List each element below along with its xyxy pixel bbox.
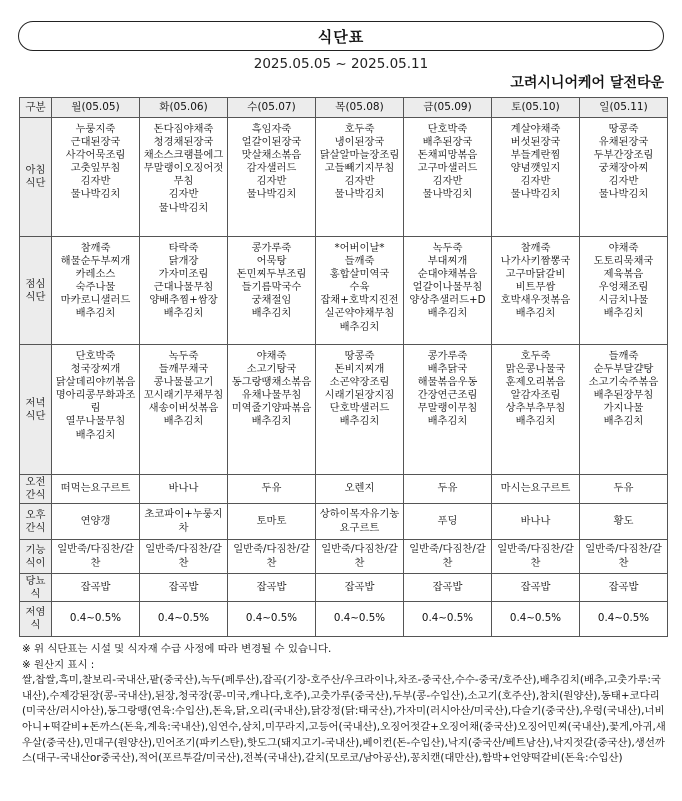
menu-table — [19, 97, 668, 637]
menu-item: 타락죽 — [168, 242, 199, 254]
menu-item: 물나박김치 — [158, 201, 209, 214]
menu-item: 얼갈이나물무침 — [412, 281, 483, 294]
row-label-text: 식단 — [25, 177, 46, 189]
breakfast-row — [20, 118, 668, 237]
menu-item: 돈민찌두부조림 — [236, 268, 307, 281]
menu-item: 초코파이+누룽지차 — [144, 508, 223, 534]
menu-item: 물나박김치 — [246, 188, 297, 201]
menu-cell — [228, 345, 316, 475]
menu-item: 땅콩죽 — [344, 350, 375, 362]
menu-item: 배추김치 — [75, 428, 116, 441]
menu-item: 잡곡밥 — [608, 580, 639, 593]
menu-item: 맛살채소볶음 — [241, 149, 302, 162]
menu-item: 배추김치 — [339, 415, 380, 428]
menu-item: 동그랑땡채소볶음 — [231, 376, 312, 389]
menu-cell — [52, 237, 140, 345]
dinner-row — [20, 345, 668, 475]
menu-cell — [140, 504, 228, 540]
low-salt-diet-row — [20, 602, 668, 637]
menu-item: 궁채장아찌 — [598, 162, 649, 175]
menu-item: 두유 — [613, 482, 634, 495]
corner-label: 구분 — [20, 98, 52, 118]
menu-cell — [404, 504, 492, 540]
row-label-text: 식이 — [25, 556, 46, 569]
row-label-text: 아침 — [25, 164, 46, 176]
menu-item: 들깨죽 — [344, 255, 375, 268]
menu-cell — [404, 475, 492, 504]
change-notice: ※ 위 식단표는 시설 및 식자재 수급 사정에 따라 변경될 수 있습니다. — [22, 643, 332, 655]
menu-item: 유채나물무침 — [241, 389, 302, 402]
menu-item: 배추김치 — [163, 415, 204, 428]
menu-item: 사각어묵조림 — [65, 149, 126, 162]
menu-item: 일반죽/다짐찬/갈찬 — [233, 543, 310, 569]
menu-item: 일반죽/다짐찬/갈찬 — [321, 543, 398, 569]
organization-name: 고려시니어케어 달전타운 — [510, 75, 664, 91]
header-row — [20, 98, 668, 118]
date-range: 2025.05.05 ~ 2025.05.11 — [253, 56, 429, 72]
menu-item: 0.4~0.5% — [333, 612, 386, 625]
menu-item: 물나박김치 — [422, 188, 473, 201]
menu-item: 나가사키짬뽕국 — [500, 255, 571, 268]
menu-cell — [52, 475, 140, 504]
menu-cell — [580, 602, 668, 637]
menu-cell — [140, 540, 228, 574]
menu-item: 맑은콩나물국 — [505, 363, 566, 376]
menu-item: 단호박죽 — [427, 123, 468, 135]
menu-item: 채소스크램블에그 — [143, 149, 224, 162]
menu-item: 소고기숙주볶음 — [588, 376, 659, 389]
menu-item: 시금치나물 — [598, 294, 649, 307]
row-label-text: 오전 — [25, 476, 46, 488]
row-label-text: 식단 — [25, 290, 46, 303]
menu-cell — [580, 574, 668, 602]
menu-cell — [52, 602, 140, 637]
menu-item: 무말랭이오징어젓무침 — [143, 162, 224, 188]
menu-item: 물나박김치 — [598, 188, 649, 201]
menu-item: 가자미조림 — [158, 268, 209, 281]
menu-item: 양배추찜+쌈장 — [149, 294, 218, 307]
menu-item: 야채죽 — [608, 242, 639, 254]
menu-cell — [492, 602, 580, 637]
row-label — [20, 504, 52, 540]
menu-item: 열무나물무침 — [65, 415, 126, 428]
menu-item: 닭살알마늘장조림 — [319, 149, 400, 162]
menu-item: 들깨무채국 — [158, 363, 209, 376]
menu-item: 간장연근조림 — [417, 389, 478, 402]
menu-item: 근대된장국 — [70, 136, 121, 149]
menu-cell — [316, 574, 404, 602]
menu-item: 김자반 — [344, 175, 375, 188]
menu-item: 일반죽/다짐찬/갈찬 — [57, 543, 134, 569]
menu-cell — [492, 540, 580, 574]
menu-item: 고구마닭갈비 — [505, 268, 566, 281]
menu-item: 잡곡밥 — [80, 580, 111, 593]
menu-item: 잡곡밥 — [344, 580, 375, 593]
menu-item: 0.4~0.5% — [509, 612, 562, 625]
menu-item: 0.4~0.5% — [157, 612, 210, 625]
diabetic-diet-row — [20, 574, 668, 602]
menu-item: 부대찌개 — [427, 255, 468, 268]
menu-cell — [580, 475, 668, 504]
row-label-text: 저염 — [25, 606, 46, 618]
menu-item: 두유 — [261, 482, 282, 495]
menu-item: 소곤약장조림 — [329, 376, 390, 389]
menu-cell — [492, 504, 580, 540]
menu-item: 꼬시래기무채무침 — [143, 389, 224, 402]
menu-item: 잡곡밥 — [256, 580, 287, 593]
menu-cell — [140, 574, 228, 602]
page-title: 식단표 — [317, 27, 365, 46]
menu-cell — [492, 475, 580, 504]
menu-item: 냉이된장국 — [334, 136, 385, 149]
menu-item: 김자반 — [80, 175, 111, 188]
menu-cell — [492, 345, 580, 475]
menu-item: 돈다짐야채죽 — [153, 123, 214, 135]
menu-item: 잡곡밥 — [520, 580, 551, 593]
menu-item: 무말랭이무침 — [417, 402, 478, 415]
menu-item: 일반죽/다짐찬/갈찬 — [409, 543, 486, 569]
menu-cell — [404, 540, 492, 574]
menu-cell — [316, 475, 404, 504]
menu-item: 숙주나물 — [75, 281, 116, 294]
menu-item: 소고기탕국 — [246, 363, 297, 376]
menu-cell — [228, 574, 316, 602]
menu-cell — [52, 504, 140, 540]
row-label-text: 오후 — [25, 508, 46, 521]
row-label — [20, 475, 52, 504]
menu-item: 0.4~0.5% — [245, 612, 298, 625]
menu-item: 배추김치 — [251, 307, 292, 320]
menu-cell — [140, 118, 228, 237]
day-header: 일(05.11) — [580, 98, 668, 118]
menu-item: 물나박김치 — [510, 188, 561, 201]
functional-diet-row — [20, 540, 668, 574]
menu-item: 0.4~0.5% — [421, 612, 474, 625]
morning-snack-row — [20, 475, 668, 504]
menu-item: 녹두죽 — [168, 350, 199, 362]
row-label-text: 식 — [30, 619, 41, 631]
menu-item: 물나박김치 — [70, 188, 121, 201]
menu-item: 배추김치 — [603, 415, 644, 428]
menu-item: 배추김치 — [251, 415, 292, 428]
menu-item: 순대야채볶음 — [417, 268, 478, 281]
menu-item: 0.4~0.5% — [597, 612, 650, 625]
menu-cell — [52, 540, 140, 574]
menu-item: 콩나물불고기 — [153, 376, 214, 389]
menu-item: 제육볶음 — [603, 268, 644, 281]
row-label-text: 점심 — [25, 277, 46, 290]
menu-item: 우엉채조림 — [598, 281, 649, 294]
menu-item: 홍합살미역국 — [329, 268, 390, 281]
menu-cell — [228, 602, 316, 637]
menu-item: 청국장찌개 — [70, 363, 121, 376]
menu-item: 마카로니샐러드 — [60, 294, 131, 307]
menu-cell — [492, 574, 580, 602]
menu-cell — [404, 237, 492, 345]
menu-item: 바나나 — [520, 514, 551, 527]
menu-cell — [316, 602, 404, 637]
row-label-text: 기능 — [25, 543, 46, 556]
menu-item: 배추된장국 — [422, 136, 473, 149]
menu-cell — [492, 118, 580, 237]
menu-cell — [228, 237, 316, 345]
day-header: 수(05.07) — [228, 98, 316, 118]
menu-cell — [140, 602, 228, 637]
menu-cell — [316, 504, 404, 540]
menu-item: 김자반 — [168, 188, 199, 201]
menu-cell — [228, 475, 316, 504]
menu-item: 마시는요구르트 — [500, 482, 571, 495]
menu-item: 푸딩 — [437, 514, 458, 527]
row-label — [20, 574, 52, 602]
menu-item: 김자반 — [432, 175, 463, 188]
menu-item: 연양갱 — [80, 514, 111, 527]
row-label — [20, 118, 52, 237]
row-label — [20, 237, 52, 345]
menu-item: 김자반 — [256, 175, 287, 188]
menu-item: 실곤약야채무침 — [324, 307, 395, 320]
menu-item: 수육 — [349, 281, 370, 294]
menu-cell — [404, 345, 492, 475]
menu-cell — [228, 540, 316, 574]
menu-cell — [316, 118, 404, 237]
menu-item: 고들빼기지무침 — [324, 162, 395, 175]
menu-item: 0.4~0.5% — [69, 612, 122, 625]
menu-item: 잡곡밥 — [432, 580, 463, 593]
menu-item: 배추김치 — [163, 307, 204, 320]
row-label — [20, 602, 52, 637]
menu-item: 땅콩죽 — [608, 123, 639, 135]
menu-cell — [228, 118, 316, 237]
menu-cell — [316, 345, 404, 475]
menu-item: 참깨죽 — [80, 242, 111, 254]
menu-item: 가지나물 — [603, 402, 644, 415]
menu-item: 녹두죽 — [432, 242, 463, 254]
menu-item: 명아리콩무화과조림 — [55, 389, 136, 415]
menu-item: 두유 — [437, 482, 458, 495]
menu-item: 도토리묵채국 — [593, 255, 654, 268]
row-label-text: 저녁 — [25, 396, 46, 409]
menu-item: 호박새우젓볶음 — [500, 294, 571, 307]
menu-cell — [52, 574, 140, 602]
menu-item: 카레소스 — [75, 268, 116, 281]
menu-item: 콩가루죽 — [251, 242, 292, 254]
day-header: 목(05.08) — [316, 98, 404, 118]
row-label-text: 당뇨 — [25, 574, 46, 587]
row-label — [20, 540, 52, 574]
menu-item: 닭살데리야끼볶음 — [55, 376, 136, 389]
menu-item: 일반죽/다짐찬/갈찬 — [497, 543, 574, 569]
origin-heading: ※ 원산지 표시 : — [22, 658, 95, 671]
menu-item: 일반죽/다짐찬/갈찬 — [585, 543, 662, 569]
menu-cell — [140, 475, 228, 504]
menu-item: 떠먹는요구르트 — [60, 482, 131, 495]
menu-item: 유채된장국 — [598, 136, 649, 149]
menu-item: 배추김치 — [515, 415, 556, 428]
menu-item: 호두죽 — [344, 123, 375, 135]
menu-item: 알감자조림 — [510, 389, 561, 402]
lunch-row — [20, 237, 668, 345]
menu-item: 일반죽/다짐찬/갈찬 — [145, 543, 222, 569]
menu-cell — [404, 602, 492, 637]
menu-item: 배추김치 — [603, 307, 644, 320]
menu-item: 물나박김치 — [334, 188, 385, 201]
menu-item: 닭개장 — [168, 255, 199, 268]
menu-item: 콩가루죽 — [427, 350, 468, 362]
row-label — [20, 345, 52, 475]
menu-item: 오렌지 — [344, 482, 375, 495]
menu-item: 배추김치 — [427, 415, 468, 428]
menu-cell — [52, 345, 140, 475]
menu-item: 들깨죽 — [608, 350, 639, 362]
menu-cell — [404, 118, 492, 237]
menu-item: 황도 — [613, 514, 634, 527]
menu-item: 양념깻잎지 — [510, 162, 561, 175]
row-label-text: 간식 — [25, 521, 46, 534]
menu-cell — [316, 540, 404, 574]
menu-item: 계살야채죽 — [510, 123, 561, 135]
menu-item: 비트무쌈 — [515, 281, 556, 294]
menu-item: 훈제오리볶음 — [505, 376, 566, 389]
menu-item: 배추된장무침 — [593, 389, 654, 402]
menu-item: 야채죽 — [256, 350, 287, 362]
menu-item: 미역줄기양파볶음 — [231, 402, 312, 415]
menu-item: 호두죽 — [520, 350, 551, 362]
menu-item: 김자반 — [608, 175, 639, 188]
menu-cell — [140, 237, 228, 345]
menu-item: 버섯된장국 — [510, 136, 561, 149]
afternoon-snack-row — [20, 504, 668, 540]
menu-item: *어버이날* — [334, 242, 385, 254]
menu-item: 감자샐러드 — [246, 162, 297, 175]
menu-cell — [228, 504, 316, 540]
menu-item: 상하이목자유기농요구르트 — [319, 508, 400, 534]
origin-text: 쌀,찹쌀,흑미,찰보리-국내산,팥(중국산),녹두(페루산),잡곡(기장-호주산/우크라이나,차조-중국산,수수-중국/호주산),배추김치(배추,고춧가루:국내산),수제강된장(콩-국내산),된장,청국장(콩-미국,캐나다,호주),고춧가루(중국산),두부(콩-수입산),소고기(호주산),참치(원양산),동태+코다리(미국산/러시아산),동그랑땡(연육:수입산),돈육,닭,오리(국내산),닭강정(닭:태국산),가자미(러시아산/미국산),다슬기(중국산),우렁(국내산),너비아니+떡갈비+돈까스(돈육,계육:국내산),임연수,삼치,미꾸라지,고등어(국내산),오징어젓갈+오징어채(중국산)오징어민찌(국내산),꽃게,아귀,새우살(중국산),민대구(원양산),민어조기(파키스탄),핫도그(돼지고기-국내산),베이컨(돈-수입산),낙지(중국산/베트남산),낙지젓갈(중국산),생선까스(대구-국내산or중국산),적어(포르투갈/미국산),전복(국내산),갈치(모로코/남아공산),꽁치캔(대만산),함박+언양떡갈비(돈육:수입산) — [22, 674, 666, 765]
menu-cell — [580, 540, 668, 574]
menu-item: 어묵탕 — [256, 255, 287, 268]
menu-item: 배추김치 — [515, 307, 556, 320]
menu-item: 잡곡밥 — [168, 580, 199, 593]
menu-item: 청경채된장국 — [153, 136, 214, 149]
menu-item: 돈채피망볶음 — [417, 149, 478, 162]
notes-section — [22, 642, 670, 767]
day-header: 금(05.09) — [404, 98, 492, 118]
menu-cell — [492, 237, 580, 345]
row-label-text: 식 — [30, 587, 41, 600]
menu-cell — [316, 237, 404, 345]
day-header: 토(05.10) — [492, 98, 580, 118]
menu-item: 들기름막국수 — [241, 281, 302, 294]
menu-item: 배추닭국 — [427, 363, 468, 376]
menu-item: 고구마샐러드 — [417, 162, 478, 175]
menu-item: 돈비지찌개 — [334, 363, 385, 376]
menu-item: 얼갈이된장국 — [241, 136, 302, 149]
menu-cell — [580, 504, 668, 540]
menu-item: 배추김치 — [339, 320, 380, 333]
menu-item: 김자반 — [520, 175, 551, 188]
menu-cell — [580, 345, 668, 475]
menu-item: 잡채+호박지진전 — [320, 294, 399, 307]
row-label-text: 식단 — [25, 409, 46, 422]
row-label-text: 간식 — [25, 489, 46, 501]
menu-item: 양상추샐러드+D — [409, 294, 486, 307]
menu-item: 새송이버섯볶음 — [148, 402, 219, 415]
menu-cell — [52, 118, 140, 237]
menu-item: 해물순두부찌개 — [60, 255, 131, 268]
title-banner — [18, 21, 664, 51]
menu-item: 상추부추무침 — [505, 402, 566, 415]
menu-item: 단호박죽 — [75, 350, 116, 362]
menu-item: 순두부달걀탕 — [593, 363, 654, 376]
menu-item: 시래기된장지짐 — [324, 389, 395, 402]
menu-item: 토마토 — [256, 514, 287, 527]
menu-item: 두부간장조림 — [593, 149, 654, 162]
menu-cell — [580, 118, 668, 237]
menu-item: 참깨죽 — [520, 242, 551, 254]
menu-item: 배추김치 — [427, 307, 468, 320]
menu-cell — [140, 345, 228, 475]
menu-item: 바나나 — [168, 482, 199, 495]
menu-cell — [404, 574, 492, 602]
day-header: 화(05.06) — [140, 98, 228, 118]
menu-item: 부들계란찜 — [510, 149, 561, 162]
menu-item: 근대나물무침 — [153, 281, 214, 294]
menu-cell — [580, 237, 668, 345]
menu-item: 고춧잎무침 — [70, 162, 121, 175]
menu-item: 궁채절임 — [251, 294, 292, 307]
menu-item: 누룽지죽 — [75, 123, 116, 135]
menu-item: 배추김치 — [75, 307, 116, 320]
menu-item: 단호박샐러드 — [329, 402, 390, 415]
menu-item: 흑임자죽 — [251, 123, 292, 135]
day-header: 월(05.05) — [52, 98, 140, 118]
menu-item: 해물볶음우동 — [417, 376, 478, 389]
